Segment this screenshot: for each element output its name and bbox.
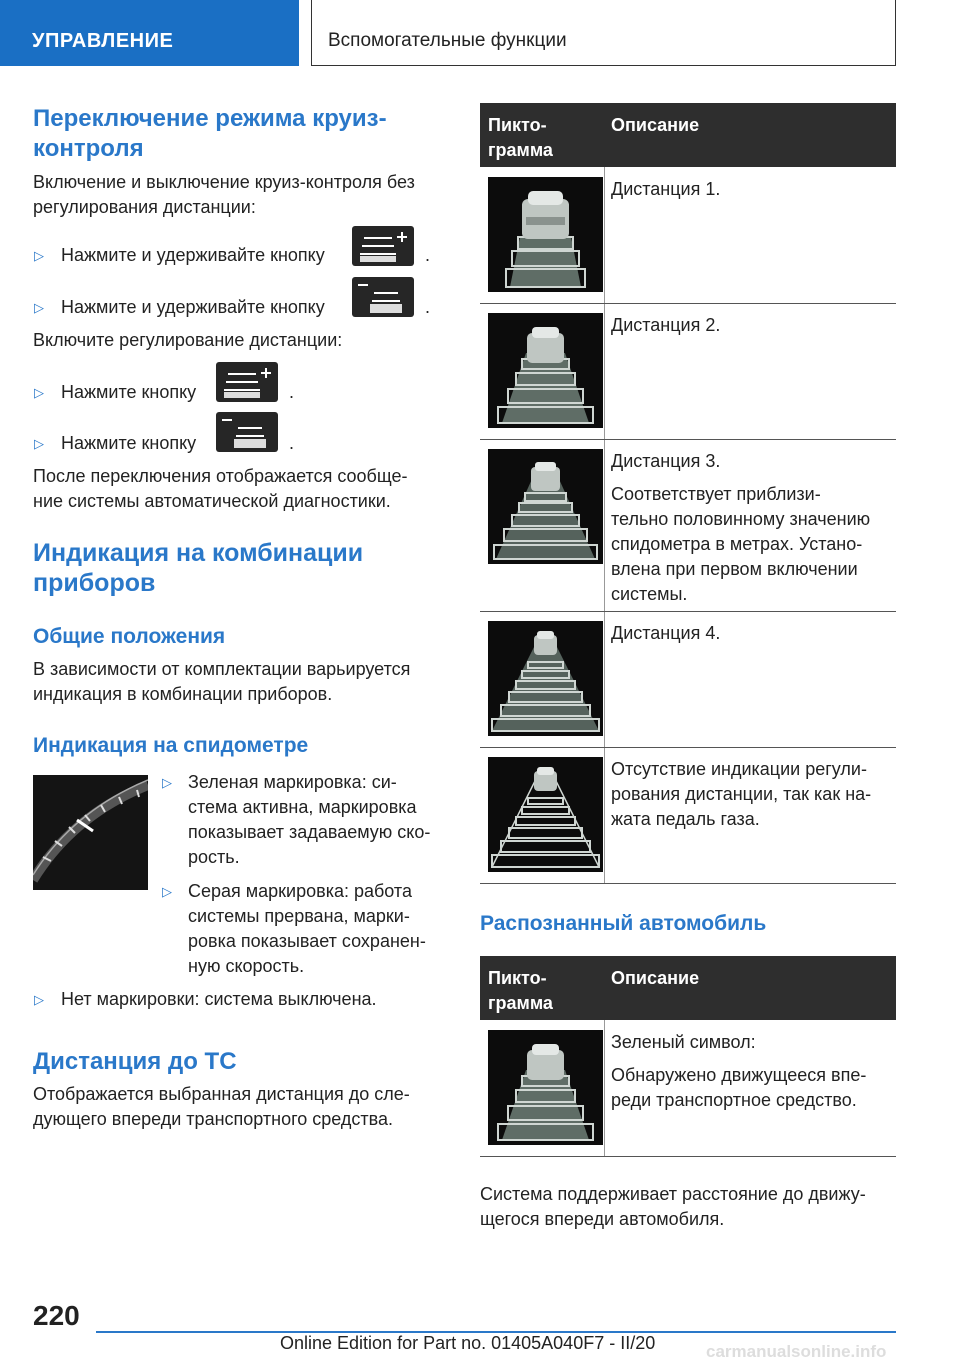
desc-line: Зеленый символ: <box>611 1032 756 1052</box>
recognized-vehicle-desc <box>611 1030 896 1113</box>
text-line: Включение и выключение круиз-контроля без <box>33 172 415 192</box>
switch-title-line: контроля <box>33 135 144 162</box>
text-line: рость. <box>188 847 240 867</box>
dot: . <box>425 245 431 265</box>
no-distance-desc <box>611 757 896 832</box>
text-line: ние системы автоматической диагностики. <box>33 491 391 511</box>
column-divider <box>604 1020 605 1156</box>
distance-3-pictogram <box>488 449 603 564</box>
triangle-bullet-icon: ▷ <box>34 992 44 1007</box>
switch-title <box>33 104 387 164</box>
text-line: щегося впереди автомобиля. <box>480 1209 725 1229</box>
desc-line: Дистанция 3. <box>611 451 721 471</box>
switch-intro <box>33 170 415 220</box>
text-line: Система поддерживает расстояние до движу- <box>480 1184 866 1204</box>
recognized-vehicle-pictogram <box>488 1030 603 1145</box>
text-line: индикация в комбинации приборов. <box>33 684 333 704</box>
distance-increase-button-icon <box>216 362 278 402</box>
desc-line: реди транспортное средство. <box>611 1090 857 1110</box>
no-marking-text: Нет маркировки: система выключена. <box>61 989 377 1009</box>
triangle-bullet-icon: ▷ <box>162 884 172 899</box>
desc-line: Соответствует приблизи- <box>611 484 821 504</box>
triangle-bullet-icon: ▷ <box>162 775 172 790</box>
distance-4-pictogram <box>488 621 603 736</box>
text-line: В зависимости от комплектации варьируется <box>33 659 411 679</box>
header-line: Пикто- <box>488 968 547 988</box>
distance-text <box>33 1082 410 1132</box>
speedometer-image <box>33 775 148 890</box>
desc-line: жата педаль газа. <box>611 809 760 829</box>
row-separator <box>480 747 896 748</box>
desc-line: Отсутствие индикации регули- <box>611 759 867 779</box>
desc-line: Обнаружено движущееся впе- <box>611 1065 867 1085</box>
triangle-bullet-icon: ▷ <box>34 248 44 263</box>
enable-distance: Включите регулирование дистанции: <box>33 330 343 350</box>
general-text <box>33 657 410 707</box>
row-separator <box>480 1156 896 1157</box>
header-description: Описание <box>611 968 700 988</box>
grey-marking-text <box>188 879 426 979</box>
speedometer-title: Индикация на спидометре <box>33 734 309 757</box>
row-separator <box>480 303 896 304</box>
bullet-text: Нажмите кнопку <box>61 433 197 453</box>
edition-text: Online Edition for Part no. 01405A040F7 - II/20 <box>280 1333 656 1353</box>
text-line: системы прервана, марки- <box>188 906 410 926</box>
column-divider <box>604 167 605 883</box>
table-header <box>480 103 896 167</box>
desc-line: влена при первом включении <box>611 559 858 579</box>
text-line: стема активна, маркировка <box>188 797 417 817</box>
triangle-bullet-icon: ▷ <box>34 436 44 451</box>
header-line: Пикто- <box>488 115 547 135</box>
dot: . <box>289 382 295 402</box>
dot: . <box>425 297 431 317</box>
text-line: регулирования дистанции: <box>33 197 256 217</box>
text-line: Зеленая маркировка: си- <box>188 772 397 792</box>
distance-4-desc: Дистанция 4. <box>611 623 721 643</box>
distance-decrease-button-icon <box>216 412 278 452</box>
page-number: 220 <box>33 1300 80 1331</box>
desc-line: системы. <box>611 584 688 604</box>
summary-text <box>480 1182 866 1232</box>
distance-1-pictogram <box>488 177 603 292</box>
chapter-title: Вспомогательные функции <box>311 0 896 66</box>
header-description: Описание <box>611 115 700 135</box>
triangle-bullet-icon: ▷ <box>34 385 44 400</box>
header-pictogram <box>488 966 553 1016</box>
indication-title <box>33 538 363 598</box>
desc-line: спидометра в метрах. Устано- <box>611 534 863 554</box>
recognized-vehicle-title: Распознанный автомобиль <box>480 912 767 935</box>
general-title: Общие положения <box>33 625 226 648</box>
after-switch-text <box>33 464 407 514</box>
row-separator <box>480 439 896 440</box>
triangle-bullet-icon: ▷ <box>34 300 44 315</box>
desc-line: тельно половинному значению <box>611 509 871 529</box>
text-line: показывает задаваемую ско- <box>188 822 431 842</box>
no-distance-pictogram <box>488 757 603 872</box>
header-pictogram <box>488 113 553 163</box>
title-line: Индикация на комбинации <box>33 539 364 567</box>
header-line: грамма <box>488 993 553 1013</box>
bullet-text: Нажмите и удерживайте кнопку <box>61 297 325 317</box>
distance-increase-button-icon <box>352 226 414 266</box>
dot: . <box>289 433 295 453</box>
distance-3-details <box>611 482 896 607</box>
distance-2-pictogram <box>488 313 603 428</box>
text-line: После переключения отображается сообще- <box>33 466 408 486</box>
distance-decrease-button-icon <box>352 277 414 317</box>
recognized-details <box>611 1063 896 1113</box>
table-header <box>480 956 896 1020</box>
text-line: ровка показывает сохранен- <box>188 931 426 951</box>
distance-title: Дистанция до ТС <box>33 1048 237 1075</box>
desc-line: рования дистанции, так как на- <box>611 784 872 804</box>
green-marking-text <box>188 770 430 870</box>
switch-title-line: Переключение режима круиз- <box>33 105 387 132</box>
bullet-text: Нажмите кнопку <box>61 382 197 402</box>
header-line: грамма <box>488 140 553 160</box>
row-separator <box>480 611 896 612</box>
bullet-text: Нажмите и удерживайте кнопку <box>61 245 325 265</box>
distance-1-desc: Дистанция 1. <box>611 179 721 199</box>
watermark: carmanualsonline.info <box>706 1342 887 1361</box>
text-line: дующего впереди транспортного средства. <box>33 1109 394 1129</box>
distance-2-desc: Дистанция 2. <box>611 315 721 335</box>
text-line: Отображается выбранная дистанция до сле- <box>33 1084 410 1104</box>
title-line: приборов <box>33 569 156 597</box>
distance-3-desc <box>611 449 896 607</box>
text-line: Серая маркировка: работа <box>188 881 412 901</box>
row-separator <box>480 883 896 884</box>
section-tab: УПРАВЛЕНИЕ <box>0 0 299 66</box>
text-line: ную скорость. <box>188 956 305 976</box>
